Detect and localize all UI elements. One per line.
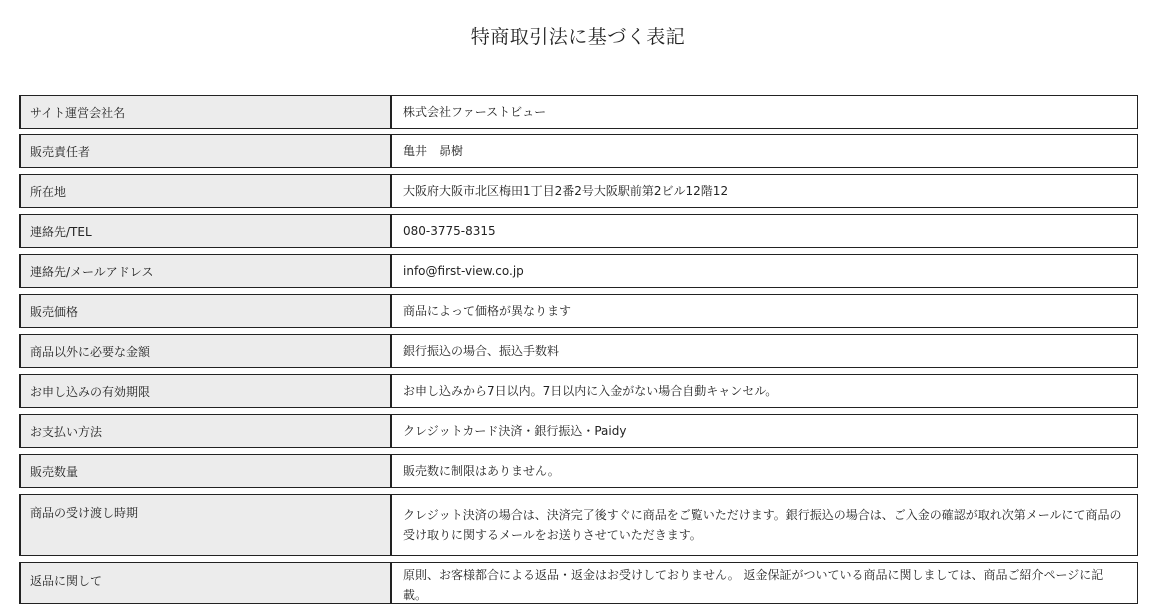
row-value: クレジットカード決済・銀行振込・Paidy (392, 415, 1137, 447)
row-value: 銀行振込の場合、振込手数料 (392, 335, 1137, 367)
row-label: 商品の受け渡し時期 (21, 495, 392, 555)
table-row (19, 95, 1138, 129)
table-row (19, 294, 1138, 328)
row-label: 販売価格 (21, 295, 392, 327)
row-label: 販売責任者 (21, 135, 392, 167)
row-label: お申し込みの有効期限 (21, 375, 392, 407)
row-value: 販売数に制限はありません。 (392, 455, 1137, 487)
row-label: 返品に関して (21, 563, 392, 603)
row-value: 080-3775-8315 (392, 215, 1137, 247)
table-row (19, 174, 1138, 208)
table-row (19, 414, 1138, 448)
table-row (19, 374, 1138, 408)
row-value: 株式会社ファーストビュー (392, 96, 1137, 128)
row-value: クレジット決済の場合は、決済完了後すぐに商品をご覧いただけます。銀行振込の場合は、ご入金の確認が取れ次第メールにて商品の受け取りに関するメールをお送りさせていただきます。 (392, 495, 1137, 555)
row-label: 商品以外に必要な金額 (21, 335, 392, 367)
row-label: 販売数量 (21, 455, 392, 487)
row-label: 連絡先/TEL (21, 215, 392, 247)
table-row (19, 454, 1138, 488)
row-value: 大阪府大阪市北区梅田1丁目2番2号大阪駅前第2ビル12階12 (392, 175, 1137, 207)
row-value: お申し込みから7日以内。7日以内に入金がない場合自動キャンセル。 (392, 375, 1137, 407)
row-label: 所在地 (21, 175, 392, 207)
row-label: 連絡先/メールアドレス (21, 255, 392, 287)
table-row (19, 214, 1138, 248)
table-row (19, 134, 1138, 168)
row-label: お支払い方法 (21, 415, 392, 447)
row-label: サイト運営会社名 (21, 96, 392, 128)
row-value: info@first-view.co.jp (392, 255, 1137, 287)
page-title: 特商取引法に基づく表記 (470, 26, 686, 48)
table-row (19, 254, 1138, 288)
table-row (19, 562, 1138, 604)
table-row (19, 334, 1138, 368)
row-value: 商品によって価格が異なります (392, 295, 1137, 327)
row-value: 亀井 昴樹 (392, 135, 1137, 167)
row-value: 原則、お客様都合による返品・返金はお受けしておりません。 返金保証がついている商品に関しましては、商品ご紹介ページに記載。 (392, 563, 1137, 603)
table-row (19, 494, 1138, 556)
legal-notice-table (19, 95, 1138, 610)
